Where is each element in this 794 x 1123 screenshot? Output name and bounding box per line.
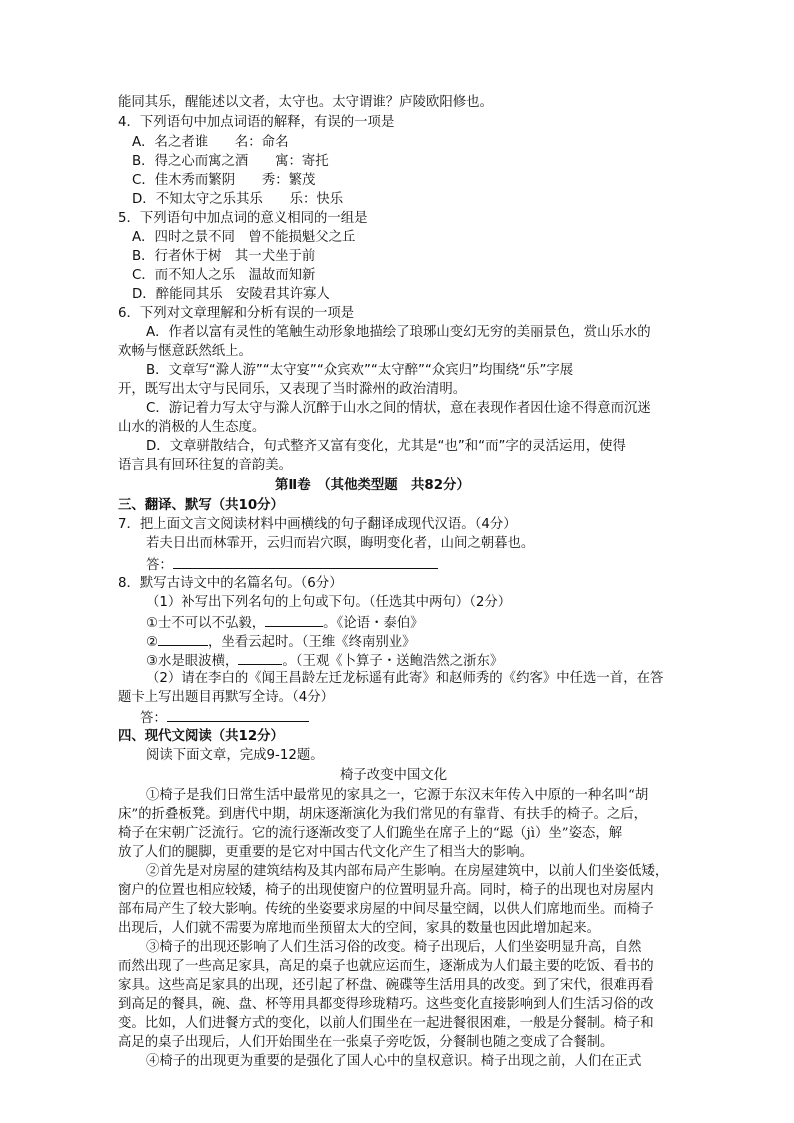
fill-item-2-source: ，坐看云起时。（王维《终南别业》 — [208, 635, 416, 650]
option-6d-line1: D．文章骈散结合，句式整齐又富有变化，尤其是“也”和“而”字的灵活运用，使得 — [146, 439, 626, 454]
question-8-part2-line2: 题卡上写出题目再默写全诗。（4分） — [118, 690, 335, 705]
question-7: 7．把上面文言文阅读材料中画横线的句子翻译成现代汉语。（4分） — [118, 517, 517, 532]
option-4c: C．佳木秀而繁阴 秀：繁茂 — [132, 173, 316, 188]
option-6b-line2: 开，既写出太守与民同乐，又表现了当时滁州的政治清明。 — [118, 382, 467, 397]
paragraph-3-line1: ③椅子的出现还影响了人们生活习俗的改变。椅子出现后，人们坐姿明显升高，自然 — [146, 940, 642, 955]
paragraph-2-line3: 部布局产生了较大影响。传统的坐姿要求房屋的中间尽量空阔，以供人们席地而坐。而椅子 — [118, 902, 654, 917]
fill-item-1-text: ①士不可以不弘毅， — [146, 616, 266, 631]
option-6c-line1: C．游记着力写太守与滁人沉醉于山水之间的情状，意在表现作者因仕途不得意而沉迷 — [146, 401, 651, 416]
article-title: 椅子改变中国文化 — [340, 768, 448, 783]
option-4b: B．得之心而寓之酒 寓：寄托 — [132, 154, 329, 169]
option-4a: A．名之者谁 名：命名 — [132, 135, 289, 150]
section-3-heading: 三、翻译、默写（共10分） — [118, 498, 284, 513]
paragraph-3-line5: 变。比如，人们进餐方式的变化，以前人们围坐在一起进餐很困难，一般是分餐制。椅子和 — [118, 1016, 654, 1031]
answer-blank[interactable] — [167, 708, 309, 722]
answer-label: 答： — [140, 711, 167, 726]
section-4-heading: 四、现代文阅读（共12分） — [118, 729, 284, 744]
paragraph-3-line4: 到高足的餐具，碗、盘、杯等用具都变得珍珑精巧。这些变化直接影响到人们生活习俗的改 — [118, 997, 654, 1012]
fill-item-1 — [146, 613, 424, 633]
fill-blank-3[interactable] — [238, 651, 282, 665]
answer-blank[interactable] — [173, 555, 438, 569]
question-8-part1: （1）补写出下列名句的上句或下句。（任选其中两句）（2分） — [146, 595, 512, 610]
fill-item-3 — [146, 651, 503, 671]
fill-item-2-text: ② — [146, 635, 159, 650]
option-5a: A．四时之景不同 曾不能损魁父之丘 — [132, 230, 356, 245]
fill-item-2 — [146, 632, 416, 652]
answer-line-8 — [140, 708, 309, 728]
fill-item-1-source: 。《论语・泰伯》 — [323, 616, 424, 631]
paragraph-2-line4: 出现后，人们就不需要为席地而坐预留太大的空间，家具的数量也因此增加起来。 — [118, 921, 601, 936]
paragraph-3-line6: 高足的桌子出现后，人们开始围坐在一张桌子旁吃饭，分餐制也随之变成了合餐制。 — [118, 1035, 614, 1050]
option-5c: C．而不知人之乐 温故而知新 — [132, 268, 316, 283]
answer-label: 答： — [146, 558, 173, 573]
fill-blank-1[interactable] — [265, 613, 323, 627]
paragraph-4-line1: ④椅子的出现更为重要的是强化了国人心中的皇权意识。椅子出现之前，人们在正式 — [146, 1054, 642, 1069]
question-7-sentence: 若夫日出而林霏开，云归而岩穴暝，晦明变化者，山间之朝暮也。 — [146, 536, 535, 551]
question-8-part2-line1: （2）请在李白的《闻王昌龄左迁龙标遥有此寄》和赵师秀的《约客》中任选一首，在答 — [146, 671, 664, 686]
option-5b: B．行者休于树 其一犬坐于前 — [132, 249, 316, 264]
paragraph-1-line3: 椅子在宋朝广泛流行。它的流行逐渐改变了人们跪坐在席子上的“跽（jì）坐”姿态，解 — [118, 826, 623, 841]
paragraph-1-line4: 放了人们的腿脚，更重要的是它对中国古代文化产生了相当大的影响。 — [118, 845, 534, 860]
paragraph-3-line2: 而然出现了一些高足家具，高足的桌子也就应运而生，逐渐成为人们最主要的吃饭、看书的 — [118, 959, 654, 974]
text-line: 能同其乐，醒能述以文者，太守也。太守谓谁？庐陵欧阳修也。 — [118, 95, 493, 110]
paragraph-2-line1: ②首先是对房屋的建筑结构及其内部布局产生影响。在房屋建筑中，以前人们坐姿低矮， — [146, 864, 669, 879]
question-8: 8．默写古诗文中的名篇名句。（6分） — [118, 576, 343, 591]
section-4-intro: 阅读下面文章，完成9-12题。 — [146, 748, 324, 763]
paragraph-1-line1: ①椅子是我们日常生活中最常见的家具之一，它源于东汉末年传入中原的一种名叫“胡 — [146, 788, 649, 803]
fill-item-3-text: ③水是眼波横， — [146, 654, 239, 669]
fill-blank-2[interactable] — [158, 632, 208, 646]
option-5d: D．醉能同其乐 安陵君其许寡人 — [132, 287, 330, 302]
answer-line-7 — [146, 555, 438, 575]
fill-item-3-source: 。（王观《卜算子・送鲍浩然之浙东》 — [282, 654, 504, 669]
option-6b-line1: B．文章写“滁人游”“太守宴”“众宾欢”“太守醉”“众宾归”均围绕“乐”字展 — [146, 363, 574, 378]
option-4d: D．不知太守之乐其乐 乐：快乐 — [132, 192, 344, 207]
option-6d-line2: 语言具有回环往复的音韵美。 — [118, 458, 293, 473]
option-6a-line2: 欢畅与惬意跃然纸上。 — [118, 344, 252, 359]
question-4: 4．下列语句中加点词语的解释，有误的一项是 — [118, 115, 395, 130]
question-5: 5．下列语句中加点词的意义相同的一组是 — [118, 211, 368, 226]
option-6c-line2: 山水的消极的人生态度。 — [118, 420, 266, 435]
volume-2-heading: 第Ⅱ卷 （其他类型题 共82分） — [275, 478, 470, 493]
paragraph-3-line3: 家具。这些高足家具的出现，还引起了杯盘、碗碟等生活用具的改变。到了宋代，很难再看 — [118, 978, 654, 993]
question-6: 6．下列对文章理解和分析有误的一项是 — [118, 306, 355, 321]
option-6a-line1: A．作者以富有灵性的笔触生动形象地描绘了琅琊山变幻无穷的美丽景色，赏山乐水的 — [146, 325, 651, 340]
paragraph-2-line2: 窗户的位置也相应较矮，椅子的出现使窗户的位置明显升高。同时，椅子的出现也对房屋内 — [118, 883, 654, 898]
paragraph-1-line2: 床”的折叠板凳。到唐代中期，胡床逐渐演化为我们常见的有靠背、有扶手的椅子。之后， — [118, 807, 648, 822]
